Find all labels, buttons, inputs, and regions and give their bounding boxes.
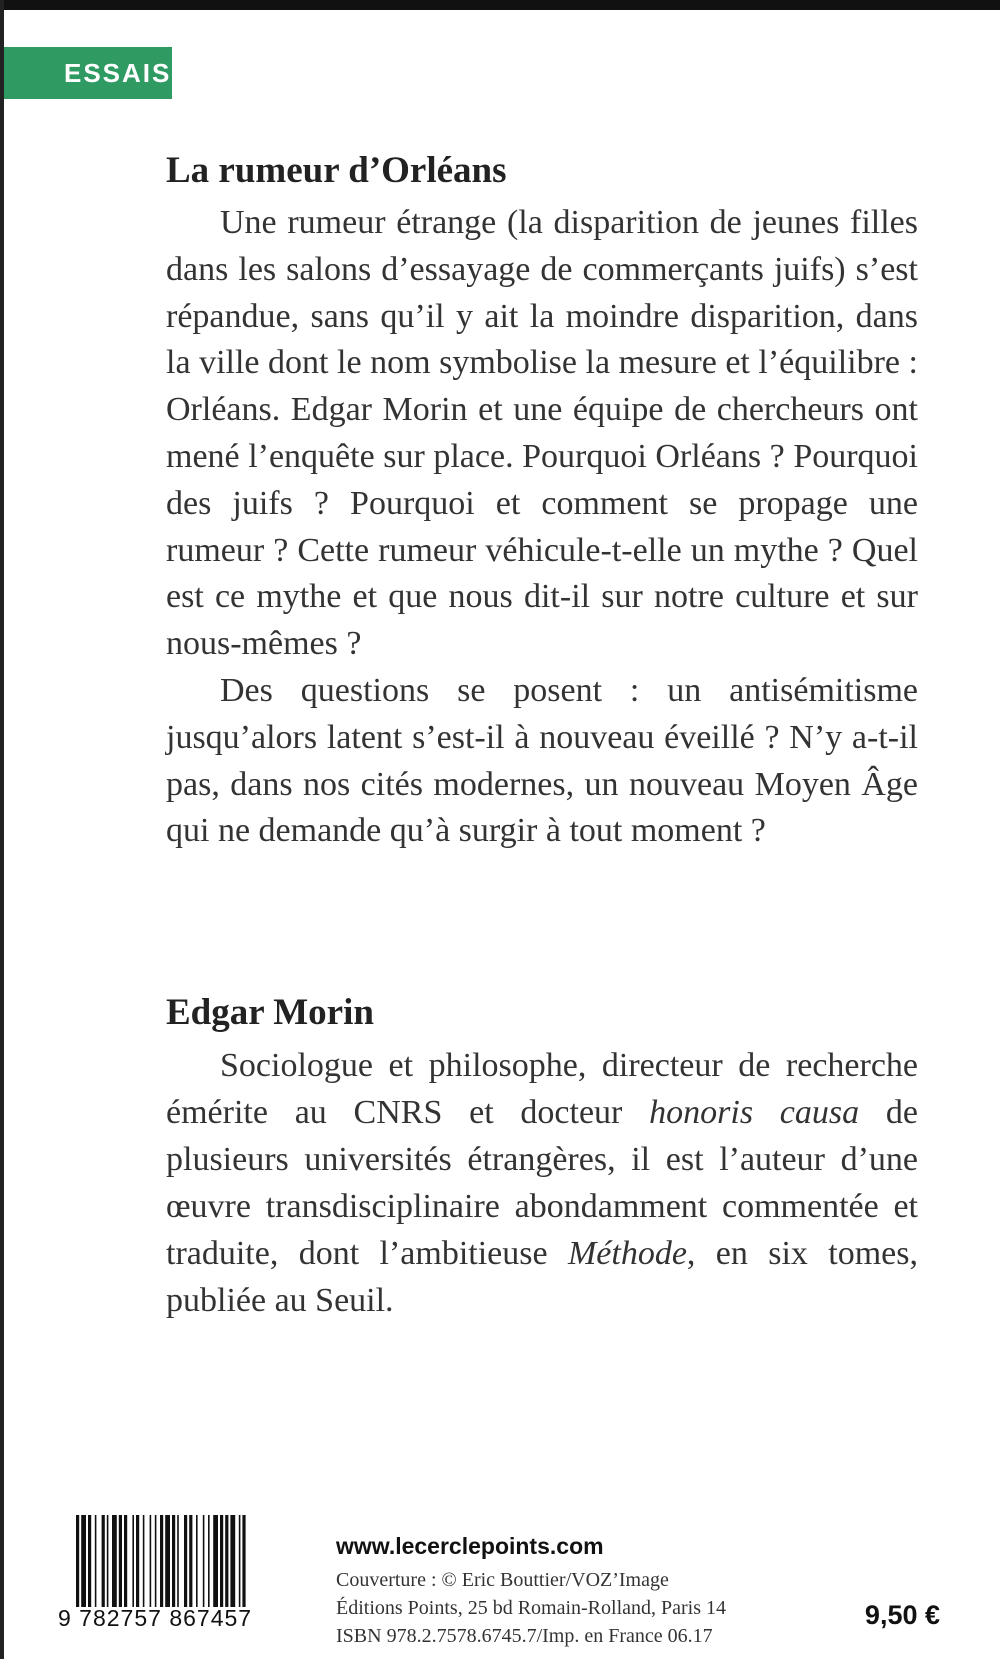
top-edge xyxy=(0,0,1000,10)
book-title: La rumeur d’Orléans xyxy=(166,150,507,191)
barcode-bar xyxy=(177,1515,179,1607)
barcode-bar xyxy=(220,1515,223,1607)
summary-paragraph-2: Des questions se posent : un antisémitisme jusqu’alors latent s’est-il à nouveau éveillé ? N’y a-t-il pas, dans nos cités modernes, un nouveau Moyen Âge qui ne demande qu’à surgir à tout moment ? xyxy=(166,671,918,850)
barcode-bar xyxy=(203,1515,205,1607)
author-bio-italic-1: honoris causa xyxy=(649,1094,860,1131)
barcode-bar xyxy=(213,1515,218,1607)
barcode-bar xyxy=(107,1515,109,1607)
website-link[interactable]: www.lecerclepoints.com xyxy=(336,1533,604,1559)
barcode-bar xyxy=(172,1515,175,1607)
barcode-bar xyxy=(132,1515,134,1607)
barcode-bar xyxy=(124,1515,127,1607)
barcode xyxy=(76,1515,312,1607)
barcode-bar xyxy=(136,1515,139,1607)
barcode-bar xyxy=(196,1515,198,1607)
author-bio-italic-2: Méthode xyxy=(567,1235,687,1272)
author-bio-text-1: Sociologue et philosophe, directeur de recherche émérite au CNRS et docteur xyxy=(166,1047,918,1131)
barcode-bar xyxy=(143,1515,145,1607)
barcode-bar xyxy=(81,1515,86,1607)
barcode-bar xyxy=(155,1515,157,1607)
author-section xyxy=(166,989,918,1324)
author-bio-text-3: , en six tomes, publiée au Seuil. xyxy=(166,1235,918,1319)
barcode-bar xyxy=(160,1515,163,1607)
barcode-bar xyxy=(184,1515,187,1607)
barcode-bar xyxy=(150,1515,152,1607)
barcode-bar xyxy=(88,1515,91,1607)
barcode-bar xyxy=(230,1515,235,1607)
series-badge: ESSAIS xyxy=(4,47,172,99)
barcode-bar xyxy=(102,1515,105,1607)
author-name: Edgar Morin xyxy=(166,992,374,1033)
price-label: 9,50 € xyxy=(864,1600,940,1630)
barcode-bar xyxy=(165,1515,170,1607)
summary-paragraph-1: Une rumeur étrange (la disparition de jeunes filles dans les salons d’essayage de commerçants juifs) s’est répandue, sans qu’il y ait la moindre disparition, dans la ville dont le nom symbolise la mesure et l’équilibre : Orléans. Edgar Morin et une équipe de chercheurs ont mené l’enquête sur place. Pourquoi Orléans ? Pourquoi des juifs ? Pourquoi et comment se propage une rumeur ? Cette rumeur véhicule-t-elle un mythe ? Quel est ce mythe et que nous dit-il sur notre culture et sur nous-mêmes ? xyxy=(166,204,918,663)
barcode-bar xyxy=(239,1515,241,1607)
barcode-bar xyxy=(76,1515,79,1607)
barcode-bar xyxy=(208,1515,210,1607)
cover-credit: Couverture : © Eric Bouttier/VOZ’Image xyxy=(336,1569,669,1591)
book-section xyxy=(166,147,918,855)
author-bio xyxy=(166,1042,918,1324)
barcode-bar xyxy=(189,1515,192,1607)
barcode-bar xyxy=(225,1515,228,1607)
barcode-digits: 9 782757 867457 xyxy=(58,1605,253,1631)
barcode-bar xyxy=(112,1515,117,1607)
barcode-bar xyxy=(242,1515,245,1607)
publisher-address: Éditions Points, 25 bd Romain-Rolland, Paris 14 xyxy=(336,1597,727,1619)
credits-block xyxy=(336,1566,726,1650)
author-bio-text-2: de plusieurs universités étrangères, il est l’auteur d’une œuvre transdisciplinaire abondamment commentée et traduite, dont l’ambitieuse xyxy=(166,1094,918,1272)
barcode-bar xyxy=(95,1515,97,1607)
barcode-bar xyxy=(119,1515,122,1607)
isbn-line: ISBN 978.2.7578.6745.7/Imp. en France 06.17 xyxy=(336,1625,713,1647)
left-edge xyxy=(0,0,4,1659)
